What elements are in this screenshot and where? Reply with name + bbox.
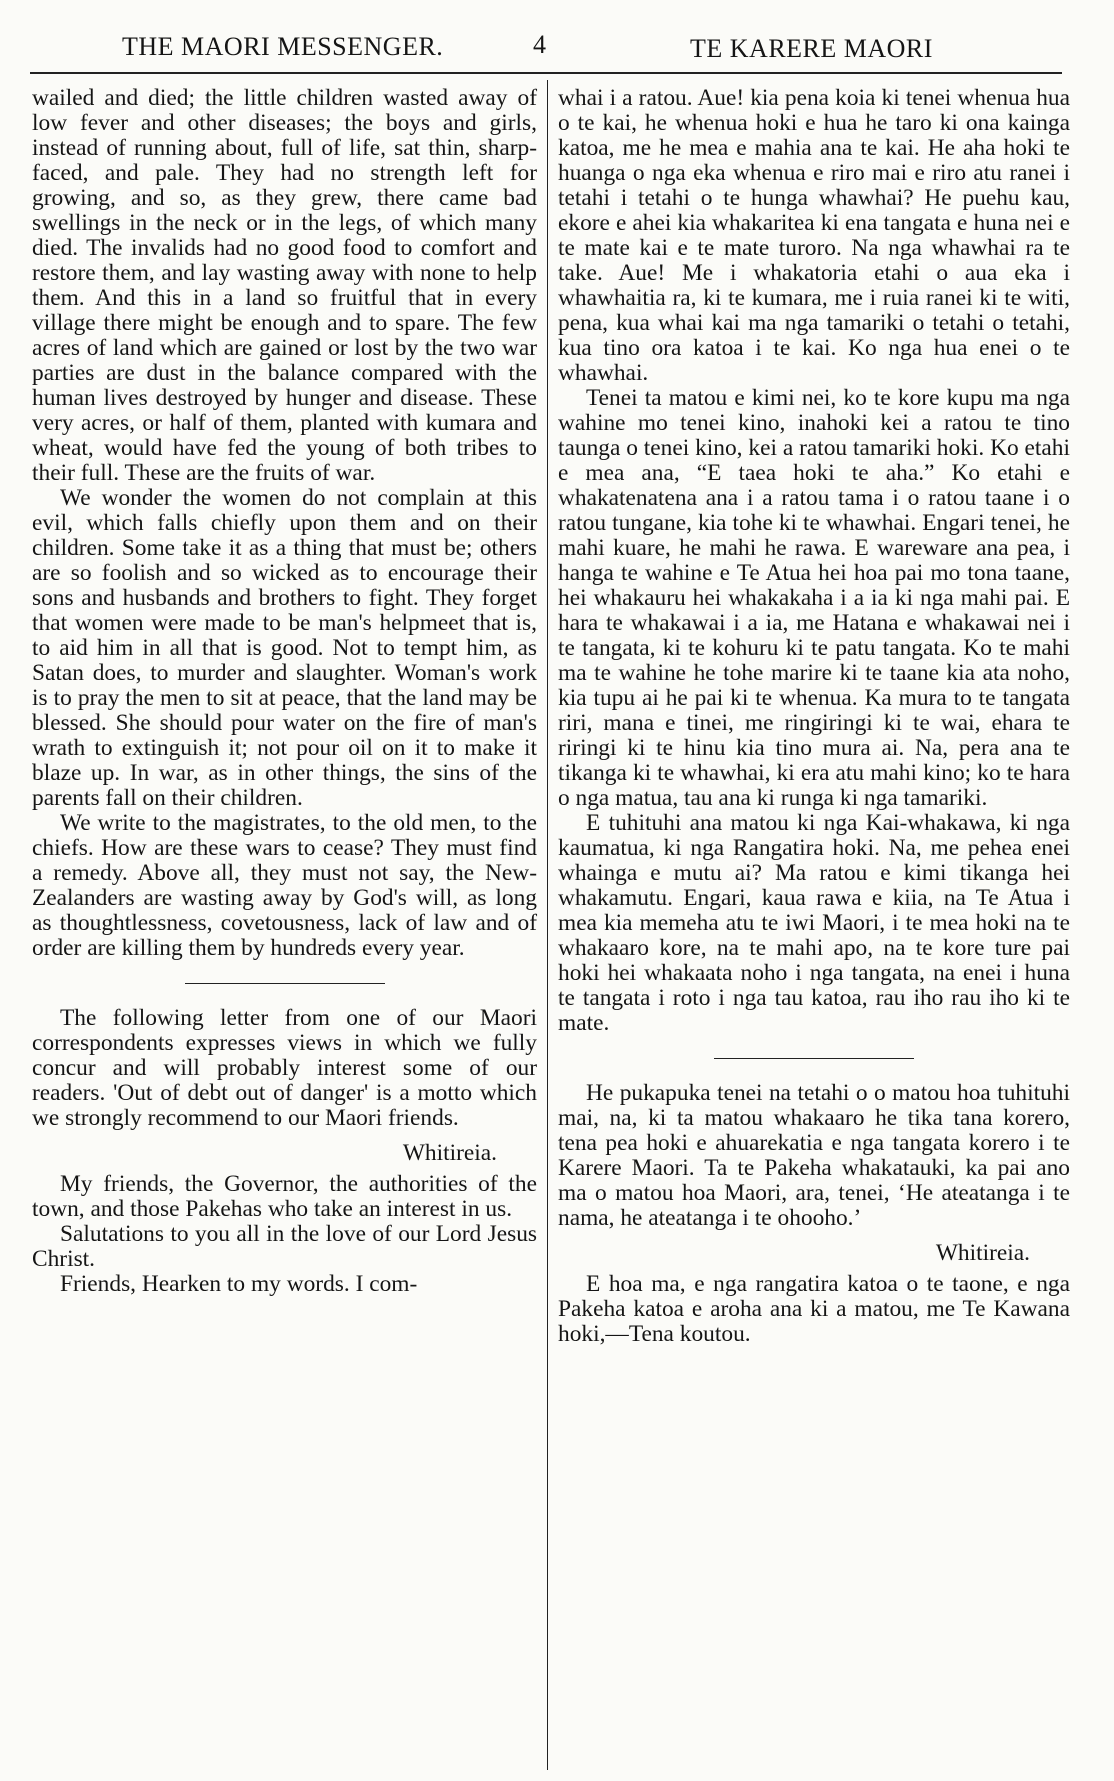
english-column — [32, 86, 537, 1297]
maori-letter-intro: He pukapuka tenei na tetahi o o matou hoa tuhituhi mai, na, ki ta matou whakaaro he tika tana korero, tena pea hoki e ahuarekatia e nga tangata korero i te Karere Maori. Ta te Pakeha whakatauki, ka pai ano ma o matou hoa Maori, ara, tenei, ‘He ateatanga i te nama, he ateatanga i te ohooho.’ — [558, 1080, 1070, 1231]
maori-column — [558, 86, 1070, 1347]
header-rule — [30, 72, 1062, 74]
section-separator — [185, 983, 385, 984]
english-paragraph-1: wailed and died; the little children wasted away of low fever and other diseases; the boys and girls, instead of running about, full of life, sat thin, sharp-faced, and pale. They had no strength left for growing, and so, as they grew, there came bad swellings in the neck or in the legs, of which many died. The invalids had no good food to comfort and restore them, and lay wasting away with none to help them. And this in a land so fruitful that in every village there might be enough and to spare. The few acres of land which are gained or lost by the two war parties are dust in the balance compared with the human lives destroyed by hunger and disease. These very acres, or half of them, planted with kumara and wheat, would have fed the young of both tribes to their full. These are the fruits of war. — [32, 85, 537, 486]
english-letter-address: My friends, the Governor, the authorities of the town, and those Pakehas who take an interest in us. — [32, 1171, 537, 1222]
column-divider — [547, 80, 548, 1770]
english-letter-salutation: Salutations to you all in the love of our Lord Jesus Christ. — [32, 1221, 537, 1272]
english-paragraph-3: We write to the magistrates, to the old men, to the chiefs. How are these wars to cease? They must find a remedy. Above all, they must not say, the New-Zealanders are wasting away by God's will, as long as thoughtlessness, covetousness, lack of law and of order are killing them by hundreds every year. — [32, 810, 537, 961]
header-english-title: THE MAORI MESSENGER. — [122, 32, 444, 61]
maori-letter-address: E hoa ma, e nga rangatira katoa o te taone, e nga Pakeha katoa e aroha ana ki a matou, me Te Kawana hoki,—Tena koutou. — [558, 1271, 1070, 1347]
maori-paragraph-1: whai i a ratou. Aue! kia pena koia ki tenei whenua hua o te kai, he whenua hoki e hua he taro ki ona kainga katoa, me he mea e mahia ana te kai. He aha hoki te huanga o nga eka whenua e riro mai e riro atu ranei i tetahi i tetahi o te hunga whawhai? He puehu kau, ekore e ahei kia whakaritea ki ena tangata e huna nei e te mate kai e te mate turoro. Na nga whawhai ra te take. Aue! Me i whakatoria etahi o aua eka i whawhaitia ra, ki te kumara, me i ruia ranei ki te witi, pena, kua whai kai ma nga tamariki o tetahi o tetahi, kua tino ora katoa i te kai. Ko nga hua enei o te whawhai. — [558, 85, 1070, 386]
header-maori-title: TE KARERE MAORI — [690, 34, 933, 63]
maori-letter-place: Whitireia. — [935, 1240, 1030, 1266]
maori-paragraph-3: E tuhituhi ana matou ki nga Kai-whakawa, ki nga kaumatua, ki nga Rangatira hoki. Na, me pehea enei whainga e mutu ai? Ma ratou e kimi tikanga hei whakamutu. Engari, kaua rawa e kiia, na Te Atua i mea kia memeha atu te iwi Maori, i te mea hoki na te whakaaro kore, na te mahi apo, na te kore ture pai hoki hei whakaata noho i nga tangata, na enei i huna te tangata i roto i nga tau katoa, rau iho rau iho ki te mate. — [558, 810, 1070, 1036]
page-header — [0, 26, 1114, 66]
page-number: 4 — [533, 30, 547, 59]
english-letter-body: Friends, Hearken to my words. I com- — [60, 1271, 418, 1297]
english-letter-intro: The following letter from one of our Maori correspondents expresses views in which we fully concur and will probably interest some of our readers. 'Out of debt out of danger' is a motto which we strongly recommend to our Maori friends. — [32, 1005, 537, 1131]
maori-paragraph-2: Tenei ta matou e kimi nei, ko te kore kupu ma nga wahine mo tenei kino, inahoki kei a ratou te tino taunga o tenei kino, kei a ratou tamariki hoki. Ko etahi e mea ana, “E taea hoki te aha.” Ko etahi e whakatenatena ana i a ratou tama i o ratou taane i o ratou tungane, kia tohe ki te whawhai. Engari tenei, he mahi kuare, he mahi he rawa. E wareware ana pea, i hanga te wahine e Te Atua hei hoa pai mo tona taane, hei whakauru hei whakakaha i a ia ki nga mahi pai. E hara te whakawai i a ia, me Hatana e whakawai nei i te tangata, ki te kohuru ki te patu tangata. Ko te mahi ma te wahine he tohe marire ki te taane kia ata noho, kia tupu ai he pai ki te whenua. Ka mura to te tangata riri, mana e tinei, me ringiringi ki te wai, ehara te riringi ki te hinu kia tino mura ai. Na, pera ana te tikanga ki te whawhai, ki era atu mahi kino; ko te hara o nga matua, tau ana ki runga ki nga tamariki. — [558, 385, 1070, 811]
section-separator — [714, 1058, 914, 1059]
english-paragraph-2: We wonder the women do not complain at this evil, which falls chiefly upon them and on their children. Some take it as a thing that must be; others are so foolish and so wicked as to encourage their sons and husbands and brothers to fight. They forget that women were made to be man's helpmeet that is, to aid him in all that is good. Not to tempt him, as Satan does, to murder and slaughter. Woman's work is to pray the men to sit at peace, that the land may be blessed. She should pour water on the fire of man's wrath to extinguish it; not pour oil on it to make it blaze up. In war, as in other things, the sins of the parents fall on their children. — [32, 485, 537, 811]
english-letter-place: Whitireia. — [402, 1140, 497, 1166]
